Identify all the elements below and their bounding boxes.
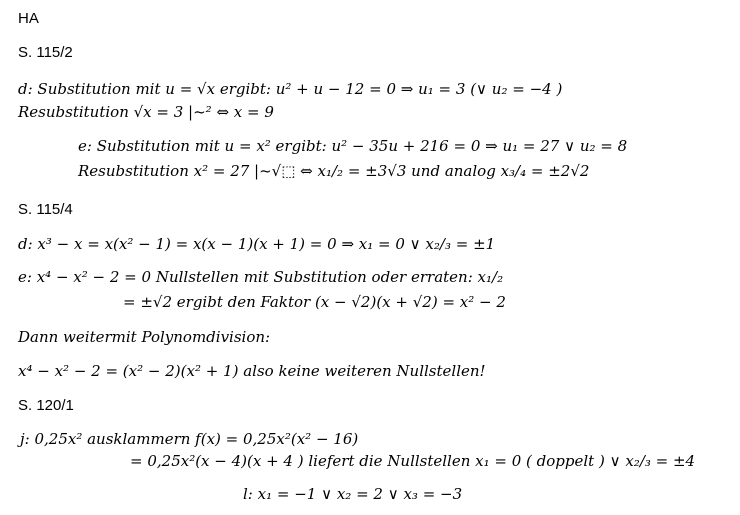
section-heading: S. 115/2 xyxy=(18,44,73,61)
section-heading: S. 115/4 xyxy=(18,201,73,218)
math-line: d: x³ − x = x(x² − 1) = x(x − 1)(x + 1) = 0 ⇒ x₁ = 0 ∨ x₂/₃ = ±1 xyxy=(18,235,496,253)
math-line: x⁴ − x² − 2 = (x² − 2)(x² + 1) also keine weiteren Nullstellen! xyxy=(18,362,486,380)
math-line: j: 0,25x² ausklammern f(x) = 0,25x²(x² − 16) xyxy=(20,430,359,448)
math-line: Dann weitermit Polynomdivision: xyxy=(18,328,271,346)
math-line: = 0,25x²(x − 4)(x + 4 ) liefert die Nullstellen x₁ = 0 ( doppelt ) ∨ x₂/₃ = ±4 xyxy=(130,452,696,470)
math-line: e: x⁴ − x² − 2 = 0 Nullstellen mit Substitution oder erraten: x₁/₂ xyxy=(18,268,504,286)
math-line: = ±√2 ergibt den Faktor (x − √2)(x + √2) = x² − 2 xyxy=(123,293,506,311)
section-heading: HA xyxy=(18,10,39,27)
math-line: d: Substitution mit u = √x ergibt: u² + u − 12 = 0 ⇒ u₁ = 3 (∨ u₂ = −4 ) xyxy=(18,80,563,98)
math-line: Resubstitution √x = 3 |~² ⇔ x = 9 xyxy=(18,103,274,121)
section-heading: S. 120/1 xyxy=(18,397,74,414)
math-line: e: Substitution mit u = x² ergibt: u² − 35u + 216 = 0 ⇒ u₁ = 27 ∨ u₂ = 8 xyxy=(78,137,628,155)
math-line: Resubstitution x² = 27 |~√⬚ ⇔ x₁/₂ = ±3√3 und analog x₃/₄ = ±2√2 xyxy=(78,162,590,180)
math-line: l: x₁ = −1 ∨ x₂ = 2 ∨ x₃ = −3 xyxy=(243,485,463,503)
